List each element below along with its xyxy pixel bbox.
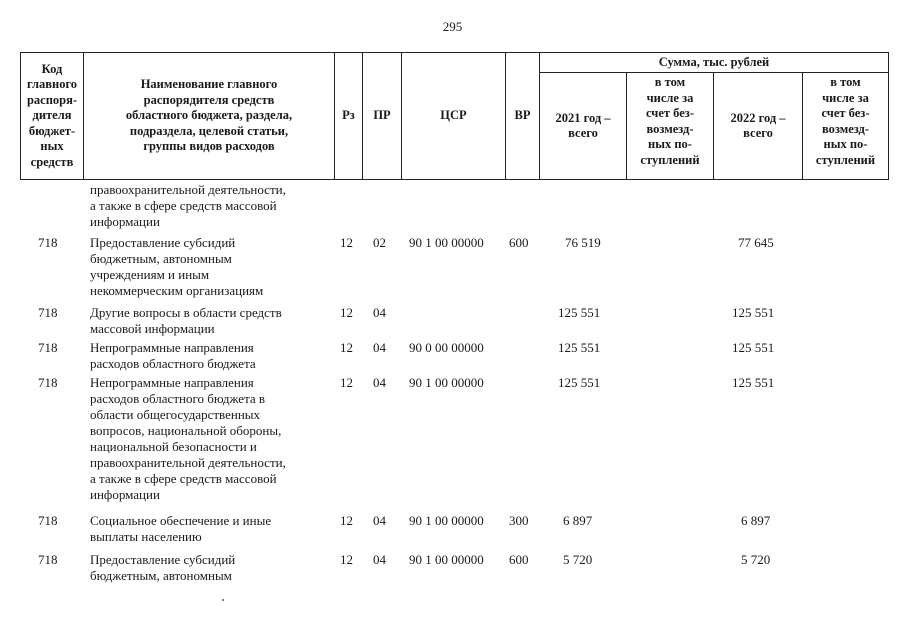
row-5-csr: 90 1 00 00000 <box>409 513 484 528</box>
row-4-y2022: 125 551 <box>732 375 775 390</box>
row-6-rz: 12 <box>340 552 353 567</box>
row-0-name: правоохранительной деятельности, а также в сфере средств массовой информации <box>90 182 286 229</box>
row-3-name: Непрограммные направления расходов областного бюджета <box>90 340 256 371</box>
header-name: Наименование главного распорядителя средств областного бюджета, раздела, подраздела, целевой статьи, группы видов расходов <box>83 52 335 180</box>
row-2-y2022: 125 551 <box>732 305 775 320</box>
header-rz: Рз <box>334 52 363 180</box>
row-6-y2021: 5 720 <box>563 552 593 567</box>
row-4-name: Непрограммные направления расходов областного бюджета в области общегосударственных вопросов, национальной обороны, национальной безопасности и правоохранительной деятельности, а также в сфере средств массовой информации <box>90 375 286 502</box>
header-2021-gratuitous: в том числе за счет без- возмезд- ных по- ступлений <box>626 72 714 180</box>
row-1-y2022: 77 645 <box>738 235 774 250</box>
row-2-code: 718 <box>38 305 58 320</box>
row-2-name: Другие вопросы в области средств массовой информации <box>90 305 282 336</box>
row-6-vr: 600 <box>509 552 529 567</box>
row-1-code: 718 <box>38 235 58 250</box>
row-1-vr: 600 <box>509 235 529 250</box>
row-5-rz: 12 <box>340 513 353 528</box>
row-5-y2022: 6 897 <box>741 513 771 528</box>
row-2-pr: 04 <box>373 305 386 320</box>
row-5-code: 718 <box>38 513 58 528</box>
row-6-name: Предоставление субсидий бюджетным, автономным <box>90 552 236 583</box>
header-code: Код главного распоря- дителя бюджет- ных средств <box>20 52 84 180</box>
row-5-name: Социальное обеспечение и иные выплаты населению <box>90 513 272 544</box>
row-1-rz: 12 <box>340 235 353 250</box>
row-6-pr: 04 <box>373 552 386 567</box>
header-pr: ПР <box>362 52 402 180</box>
row-6-code: 718 <box>38 552 58 567</box>
row-4-csr: 90 1 00 00000 <box>409 375 484 390</box>
row-4-pr: 04 <box>373 375 386 390</box>
row-3-csr: 90 0 00 00000 <box>409 340 484 355</box>
row-3-y2021: 125 551 <box>558 340 601 355</box>
row-4-y2021: 125 551 <box>558 375 601 390</box>
row-1-name: Предоставление субсидий бюджетным, автономным учреждениям и иным некоммерческим организациям <box>90 235 264 298</box>
page-number: 295 <box>442 19 463 34</box>
row-4-rz: 12 <box>340 375 353 390</box>
row-2-rz: 12 <box>340 305 353 320</box>
row-4-code: 718 <box>38 375 58 390</box>
row-5-vr: 300 <box>509 513 529 528</box>
header-sum: Сумма, тыс. рублей <box>539 52 889 73</box>
row-3-y2022: 125 551 <box>732 340 775 355</box>
header-2022-total: 2022 год – всего <box>713 72 803 180</box>
row-6-csr: 90 1 00 00000 <box>409 552 484 567</box>
header-2021-total: 2021 год – всего <box>539 72 627 180</box>
header-vr: ВР <box>505 52 540 180</box>
row-1-pr: 02 <box>373 235 386 250</box>
header-csr: ЦСР <box>401 52 506 180</box>
row-5-y2021: 6 897 <box>563 513 593 528</box>
row-3-code: 718 <box>38 340 58 355</box>
row-5-pr: 04 <box>373 513 386 528</box>
row-6-y2022: 5 720 <box>741 552 771 567</box>
scan-speck <box>222 599 224 601</box>
header-2022-gratuitous: в том числе за счет без- возмезд- ных по- ступлений <box>802 72 889 180</box>
row-3-rz: 12 <box>340 340 353 355</box>
row-1-y2021: 76 519 <box>565 235 601 250</box>
row-1-csr: 90 1 00 00000 <box>409 235 484 250</box>
row-3-pr: 04 <box>373 340 386 355</box>
row-2-y2021: 125 551 <box>558 305 601 320</box>
